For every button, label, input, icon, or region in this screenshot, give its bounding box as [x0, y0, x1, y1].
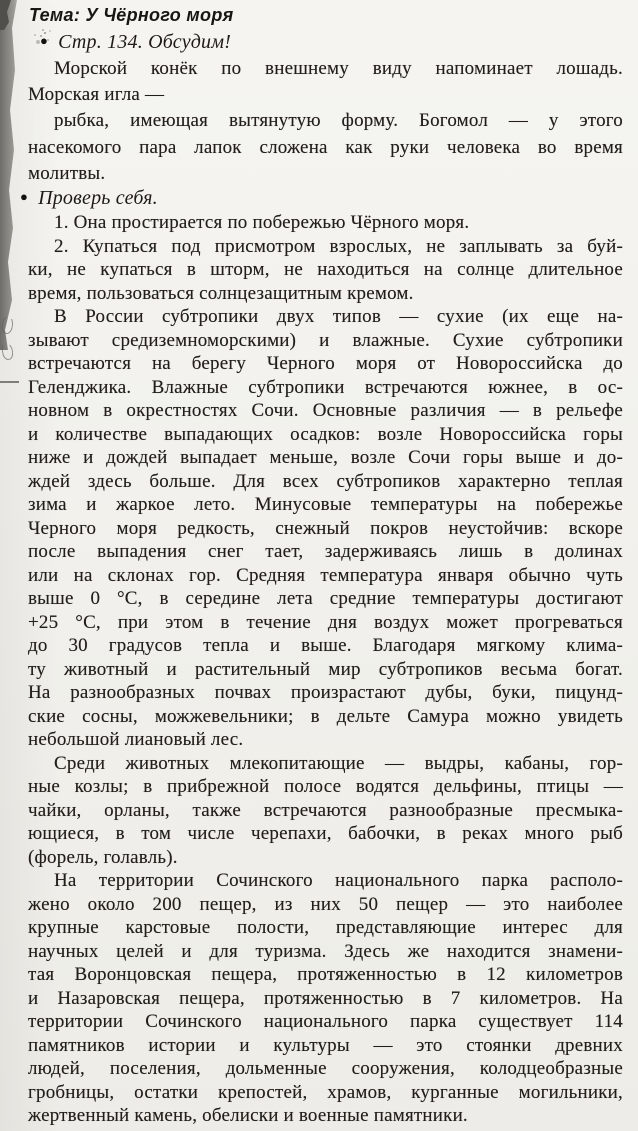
- text-line: территории Сочинского национального парка существует 114: [28, 1011, 623, 1032]
- page-content: [20, 0, 623, 1131]
- text-line: В России субтропики двух типов — сухие (их еще на-: [54, 306, 623, 327]
- text-line: (форель, голавль).: [28, 846, 178, 868]
- text-line: ющиеся, в том числе черепахи, бабочки, в реках много рыб: [28, 823, 623, 844]
- text-line: после выпадения снег тает, задерживаясь лишь в долинах: [28, 541, 623, 562]
- text-line: гробницы, остатки крепостей, храмов, курганные могильники,: [28, 1081, 623, 1103]
- text-line: рыбка, имеющая вытянутую форму. Богомол — у этого: [54, 110, 623, 132]
- text-line: жено около 200 пещер, из них 50 пещер — это наиболее: [28, 893, 623, 915]
- text-line: чайки, орланы, также встречаются разнообразные пресмыка-: [28, 799, 623, 821]
- text-line: 1. Она простирается по побережью Чёрного моря.: [54, 212, 470, 233]
- text-line: зима и жаркое лето. Минусовые температуры на побережье: [28, 494, 623, 515]
- text-line: ские сосны, можжевельники; в дельте Самура можно увидеть: [28, 705, 623, 727]
- text-line: 2. Купаться под присмотром взрослых, не заплывать за буй-: [54, 235, 623, 257]
- text-line: молитвы.: [28, 162, 106, 184]
- text-line: На территории Сочинского национального парка располо-: [54, 870, 623, 891]
- text-line: На разнообразных почвах произрастают дубы, буки, пицунд-: [28, 682, 623, 703]
- text-line: насекомого пара лапок сложена как руки человека во время: [28, 136, 623, 158]
- text-line: жертвенный камень, обелиски и военные памятники.: [28, 1105, 468, 1126]
- text-line: научных целей и для туризма. Здесь же находится знамени-: [28, 940, 623, 962]
- pencil-scribble: [1, 315, 15, 335]
- section-heading-check-label: Проверь себя.: [38, 187, 158, 209]
- answer-text-block-intro: [28, 56, 623, 187]
- text-line: Морская игла —: [28, 84, 165, 106]
- text-line: Геленджика. Влажные субтропики встречаются южнее, в ос-: [28, 376, 623, 398]
- text-line: выше 0 °С, в середине лета средние температуры достигают: [28, 588, 623, 609]
- section-heading-check: [20, 187, 158, 210]
- text-line: и Назаровская пещера, протяженностью в 7 километров. На: [28, 987, 623, 1009]
- text-line: памятников истории и культуры — это стоянки древних: [28, 1034, 623, 1056]
- pencil-underline: [0, 381, 19, 383]
- section-heading-discuss: [40, 31, 231, 54]
- text-line: встречаются на берегу Черного моря от Новороссийска до: [28, 353, 623, 374]
- section-heading-discuss-label: Стр. 134. Обсудим!: [58, 31, 232, 53]
- text-line: ки, не купаться в шторм, не находиться на солнце длительное: [28, 259, 623, 280]
- text-line: +25 °С, при этом в течение дня воздух может прогреваться: [28, 611, 623, 633]
- text-line: крупные карстовые полости, представляющие интерес для: [28, 917, 623, 938]
- text-line: новном в окрестностях Сочи. Основные различия — в рельефе: [28, 400, 623, 421]
- scan-edge-artifact: [0, 0, 18, 350]
- text-line: тая Воронцовская пещера, протяженностью в 12 километров: [28, 964, 623, 985]
- text-line: ждей здесь больше. Для всех субтропиков характерно теплая: [28, 470, 623, 492]
- answer-text-block-answers: [28, 211, 623, 1128]
- text-line: ные козлы; в прибрежной полосе водятся дельфины, птицы —: [28, 776, 623, 797]
- bullet-icon: ●: [20, 189, 29, 204]
- text-line: или на склонах гор. Средняя температура января обычно чуть: [28, 564, 623, 586]
- text-line: время, пользоваться солнцезащитным кремом.: [28, 282, 414, 304]
- pencil-scribble: [1, 342, 14, 360]
- text-line: до 30 градусов тепла и выше. Благодаря мягкому клима-: [28, 635, 623, 656]
- text-line: ту животный и растительный мир субтропиков весьма богат.: [28, 658, 623, 680]
- text-line: Черного моря редкость, снежный покров неустойчив: вскоре: [28, 517, 623, 539]
- text-line: зывают средиземноморскими) и влажные. Сухие субтропики: [28, 329, 623, 351]
- bullet-icon: ●: [40, 33, 49, 48]
- text-line: и количестве выпадающих осадков: возле Новороссийска горы: [28, 423, 623, 445]
- text-line: небольшой лиановый лес.: [28, 729, 244, 750]
- text-line: ниже и дождей выпадает меньше, возле Сочи горы выше и до-: [28, 447, 623, 468]
- text-line: людей, поселения, дольменные сооружения, колодцеобразные: [28, 1058, 623, 1079]
- text-line: Среди животных млекопитающие — выдры, кабаны, гор-: [54, 752, 623, 774]
- text-line: Морской конёк по внешнему виду напоминает лошадь.: [54, 58, 623, 79]
- page-title: Тема: У Чёрного моря: [29, 5, 234, 25]
